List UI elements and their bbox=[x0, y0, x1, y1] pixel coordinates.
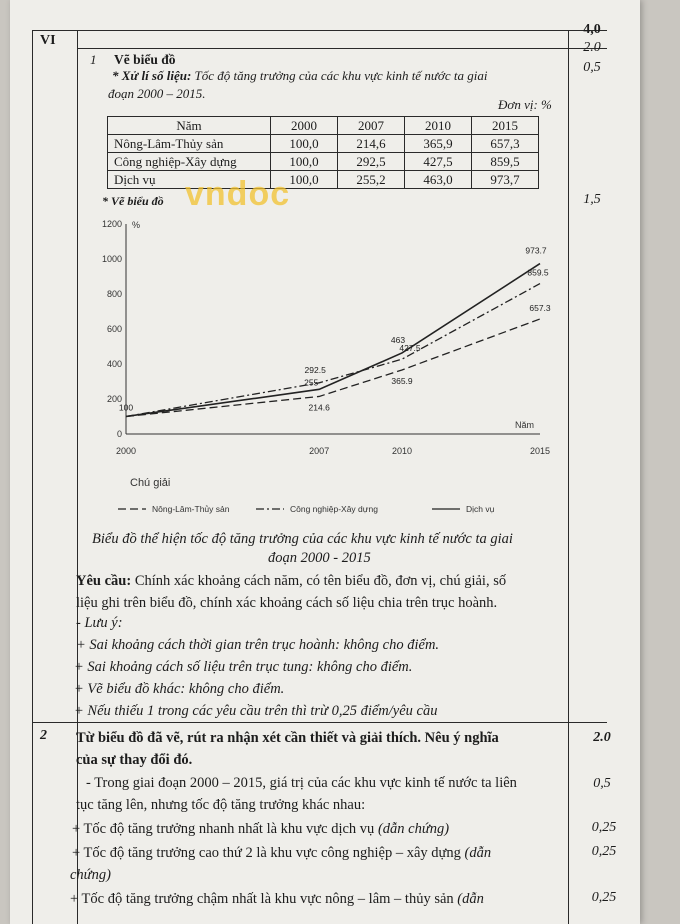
q2-score-a: 0,5 bbox=[593, 776, 611, 791]
section-total-score: 4,0 bbox=[583, 22, 601, 37]
number-column-border bbox=[77, 30, 78, 924]
note-item: + Vẽ biểu đồ khác: không cho điểm. bbox=[74, 681, 285, 697]
table-cell: 100,0 bbox=[271, 135, 338, 153]
table-cell: 973,7 bbox=[472, 171, 539, 189]
q1-chart-score: 1,5 bbox=[583, 192, 601, 207]
y-tick-label: 1200 bbox=[101, 219, 122, 229]
legend-label: Dịch vụ bbox=[466, 504, 495, 514]
series-line bbox=[126, 319, 540, 417]
q2-number: 2 bbox=[40, 728, 47, 743]
q2-divider bbox=[32, 722, 607, 723]
note-item: + Sai khoảng cách số liệu trên trục tung: không cho điểm. bbox=[74, 659, 413, 675]
process-text-2: đoạn 2000 – 2015. bbox=[108, 86, 206, 101]
table-header-cell: Năm bbox=[108, 117, 271, 135]
requirement-text-2: liệu ghi trên biểu đồ, chính xác khoảng cách số liệu chia trên trục hoành. bbox=[76, 595, 498, 611]
data-label: 657.3 bbox=[529, 302, 551, 313]
note-item: + Nếu thiếu 1 trong các yêu cầu trên thì trừ 0,25 điểm/yêu cầu bbox=[74, 703, 438, 719]
x-axis-title: Năm bbox=[514, 420, 534, 430]
notes-title: - Lưu ý: bbox=[76, 615, 123, 631]
draw-label: * Vẽ biểu đồ bbox=[102, 194, 164, 208]
table-cell: 365,9 bbox=[405, 135, 472, 153]
q2-point-4-text: + Tốc độ tăng trưởng chậm nhất là khu vực nông – lâm – thủy sản bbox=[70, 891, 454, 907]
top-rule bbox=[32, 30, 607, 31]
legend-label: Công nghiệp-Xây dựng bbox=[290, 504, 378, 514]
q1-total-score: 2.0 bbox=[583, 40, 601, 55]
legend-title: Chú giải bbox=[130, 477, 171, 489]
q2-title: Từ biểu đồ đã vẽ, rút ra nhận xét cần thiết và giải thích. Nêu ý nghĩa bbox=[76, 730, 499, 746]
note-item: + Sai khoảng cách thời gian trên trục hoành: không cho điểm. bbox=[76, 637, 440, 653]
q2-title-2: của sự thay đổi đó. bbox=[76, 752, 193, 768]
q2-score-b: 0,25 bbox=[591, 820, 617, 835]
q2-score-d: 0,25 bbox=[591, 890, 617, 905]
q2-point-3-evidence-2: chứng) bbox=[70, 867, 111, 883]
table-cell: 255,2 bbox=[338, 171, 405, 189]
requirement-line bbox=[76, 570, 506, 592]
table-row bbox=[108, 171, 539, 189]
series-line bbox=[126, 264, 540, 417]
q1-rule bbox=[77, 48, 607, 49]
y-tick-label: 200 bbox=[106, 394, 122, 404]
q2-point-1: - Trong giai đoạn 2000 – 2015, giá trị của các khu vực kinh tế nước ta liên bbox=[86, 775, 517, 791]
unit-label: Đơn vị: % bbox=[498, 97, 552, 112]
data-table bbox=[107, 116, 539, 189]
table-cell: 214,6 bbox=[338, 135, 405, 153]
table-header-cell: 2007 bbox=[338, 117, 405, 135]
table-cell: 100,0 bbox=[271, 153, 338, 171]
q2-point-3 bbox=[72, 842, 491, 864]
table-cell: Công nghiệp-Xây dựng bbox=[108, 153, 271, 171]
table-cell: 292,5 bbox=[338, 153, 405, 171]
data-label: 292.5 bbox=[304, 364, 326, 375]
table-cell: 427,5 bbox=[405, 153, 472, 171]
q2-point-2-evidence: (dẫn chứng) bbox=[377, 821, 450, 837]
growth-line-chart bbox=[90, 212, 570, 522]
data-label: 973.7 bbox=[525, 245, 547, 256]
q2-point-2-text: + Tốc độ tăng trưởng nhanh nhất là khu vực dịch vụ bbox=[72, 821, 375, 837]
table-header-cell: 2010 bbox=[405, 117, 472, 135]
process-label: * Xử lí số liệu: bbox=[112, 68, 192, 83]
table-cell: Nông-Lâm-Thủy sản bbox=[108, 135, 271, 153]
y-tick-label: 0 bbox=[116, 429, 122, 439]
q1-process-score: 0,5 bbox=[583, 60, 601, 75]
chart-caption-2: đoạn 2000 - 2015 bbox=[268, 550, 371, 566]
table-cell: 657,3 bbox=[472, 135, 539, 153]
table-header-cell: 2000 bbox=[271, 117, 338, 135]
table-row bbox=[108, 135, 539, 153]
x-tick-label: 2015 bbox=[529, 446, 551, 456]
data-label: 100 bbox=[118, 402, 134, 413]
data-label: 859.5 bbox=[527, 267, 549, 278]
data-label: 214.6 bbox=[308, 402, 330, 413]
table-header-row bbox=[108, 117, 539, 135]
x-tick-label: 2007 bbox=[309, 446, 330, 456]
y-tick-label: 400 bbox=[106, 359, 122, 369]
section-label: VI bbox=[40, 33, 56, 48]
legend-label: Nông-Lâm-Thủy sản bbox=[152, 504, 230, 514]
left-border bbox=[32, 30, 33, 924]
table-row bbox=[108, 153, 539, 171]
q2-score-c: 0,25 bbox=[591, 844, 617, 859]
y-tick-label: 600 bbox=[106, 324, 122, 334]
watermark-logo: vndoc bbox=[185, 175, 291, 213]
process-text: Tốc độ tăng trưởng của các khu vực kinh tế nước ta giai bbox=[194, 68, 488, 83]
y-tick-label: 800 bbox=[106, 289, 122, 299]
q2-point-1b: tục tăng lên, nhưng tốc độ tăng trưởng khác nhau: bbox=[76, 797, 366, 813]
data-label: 255 bbox=[304, 377, 319, 388]
table-cell: Dịch vụ bbox=[108, 171, 271, 189]
table-header-cell: 2015 bbox=[472, 117, 539, 135]
data-label: 365.9 bbox=[391, 375, 413, 386]
x-tick-label: 2010 bbox=[391, 446, 413, 456]
q2-point-2 bbox=[72, 818, 449, 840]
requirement-label: Yêu cầu: bbox=[76, 573, 132, 589]
q1-number: 1 bbox=[90, 52, 97, 67]
y-axis-unit: % bbox=[132, 220, 141, 230]
q1-title: Vẽ biểu đồ bbox=[114, 52, 176, 67]
table-cell: 100,0 bbox=[271, 171, 338, 189]
data-label: 463 bbox=[390, 334, 406, 345]
data-label: 427.5 bbox=[399, 343, 421, 354]
table-cell: 859,5 bbox=[472, 153, 539, 171]
chart-caption: Biểu đồ thể hiện tốc độ tăng trưởng của các khu vực kinh tế nước ta giai bbox=[92, 531, 513, 547]
q2-point-4-evidence: (dẫn bbox=[457, 891, 484, 907]
q2-total-score: 2.0 bbox=[593, 730, 611, 745]
q2-point-4 bbox=[70, 888, 484, 910]
q2-point-3-evidence: (dẫn bbox=[464, 845, 492, 861]
y-tick-label: 1000 bbox=[101, 254, 122, 264]
q2-point-3-text: + Tốc độ tăng trưởng cao thứ 2 là khu vực công nghiệp – xây dựng bbox=[72, 845, 461, 861]
x-tick-label: 2000 bbox=[115, 446, 137, 456]
requirement-text: Chính xác khoảng cách năm, có tên biểu đồ, đơn vị, chú giải, số bbox=[134, 573, 507, 589]
table-cell: 463,0 bbox=[405, 171, 472, 189]
